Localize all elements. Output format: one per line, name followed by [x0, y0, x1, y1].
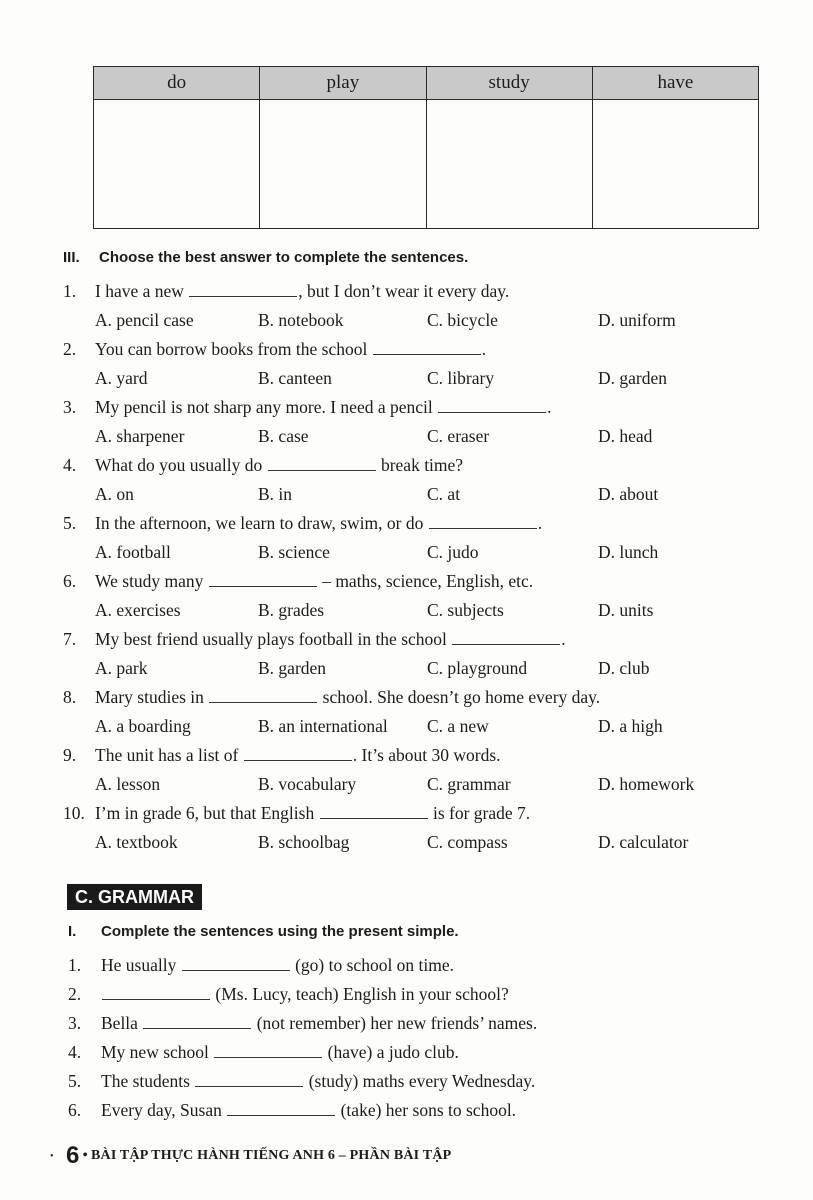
section-iii-heading	[63, 249, 468, 266]
question-text-before: Bella	[101, 1013, 138, 1033]
answer-cell-study	[426, 100, 592, 229]
option-a: A. football	[95, 542, 171, 562]
footer-bullet: •	[82, 1147, 88, 1164]
option-d: D. uniform	[598, 310, 676, 330]
option-a: A. a boarding	[95, 716, 191, 736]
question-text-after: .	[537, 513, 543, 533]
answer-blank	[102, 987, 210, 1000]
question-text-before: My new school	[101, 1042, 209, 1062]
answer-blank	[244, 748, 352, 761]
answer-options	[95, 542, 775, 564]
option-c: C. library	[427, 368, 495, 388]
answer-blank	[214, 1045, 322, 1058]
grammar-question	[68, 955, 454, 976]
question-text-after: . It’s about 30 words.	[352, 745, 501, 765]
option-a: A. park	[95, 658, 148, 678]
question-text-before: You can borrow books from the school	[95, 339, 368, 359]
option-a: A. on	[95, 484, 134, 504]
option-d: D. lunch	[598, 542, 659, 562]
question-text-before: The unit has a list of	[95, 745, 239, 765]
option-d: D. a high	[598, 716, 663, 736]
option-b: B. science	[258, 542, 330, 562]
answer-blank	[438, 400, 546, 413]
option-a: A. textbook	[95, 832, 178, 852]
book-title: BÀI TẬP THỰC HÀNH TIẾNG ANH 6 – PHẦN BÀI TẬP	[90, 1148, 452, 1163]
option-c: C. judo	[427, 542, 479, 562]
question-text-after: , but I don’t wear it every day.	[298, 281, 510, 301]
question-number: 10.	[63, 803, 85, 823]
question-text-after: school. She doesn’t go home every day.	[322, 687, 601, 707]
footer-mark: •	[50, 1150, 54, 1162]
question-text-before: In the afternoon, we learn to draw, swim, or do	[95, 513, 424, 533]
grammar-i-instruction: Complete the sentences using the present simple.	[101, 923, 459, 940]
grammar-question	[68, 984, 509, 1005]
option-a: A. exercises	[95, 600, 181, 620]
grammar-i-number: I.	[68, 923, 77, 940]
question-text-after: is for grade 7.	[432, 803, 531, 823]
option-d: D. club	[598, 658, 650, 678]
grammar-section-label: C. GRAMMAR	[67, 884, 202, 910]
question-number: 2.	[68, 984, 82, 1004]
question-text-before: I’m in grade 6, but that English	[95, 803, 315, 823]
question-number: 6.	[63, 571, 77, 591]
answer-blank	[452, 632, 560, 645]
question-text-before: I have a new	[95, 281, 184, 301]
question	[63, 455, 463, 476]
option-b: B. grades	[258, 600, 325, 620]
answer-options	[95, 310, 775, 332]
grammar-question	[68, 1100, 516, 1121]
question-text-before: What do you usually do	[95, 455, 263, 475]
column-header-study: study	[426, 67, 592, 100]
question-number: 5.	[63, 513, 77, 533]
page-number: 6	[66, 1142, 80, 1169]
question-number: 9.	[63, 745, 77, 765]
answer-options	[95, 716, 775, 738]
option-c: C. bicycle	[427, 310, 498, 330]
option-c: C. playground	[427, 658, 528, 678]
question-number: 3.	[68, 1013, 82, 1033]
question-number: 7.	[63, 629, 77, 649]
answer-options	[95, 774, 775, 796]
question-text-after: (take) her sons to school.	[340, 1100, 517, 1120]
answer-blank	[320, 806, 428, 819]
question-number: 3.	[63, 397, 77, 417]
answer-blank	[209, 574, 317, 587]
question-text-after: (Ms. Lucy, teach) English in your school?	[215, 984, 509, 1004]
option-a: A. lesson	[95, 774, 161, 794]
section-iii-number: III.	[63, 249, 80, 266]
question-number: 1.	[68, 955, 82, 975]
answer-blank	[373, 342, 481, 355]
grammar-question	[68, 1071, 535, 1092]
question	[63, 339, 486, 360]
option-a: A. pencil case	[95, 310, 194, 330]
answer-options	[95, 600, 775, 622]
grammar-question	[68, 1042, 459, 1063]
answer-blank	[429, 516, 537, 529]
option-b: B. vocabulary	[258, 774, 357, 794]
question-text-before: We study many	[95, 571, 204, 591]
option-c: C. subjects	[427, 600, 504, 620]
question-number: 1.	[63, 281, 77, 301]
answer-cell-play	[260, 100, 426, 229]
option-b: B. notebook	[258, 310, 344, 330]
option-d: D. units	[598, 600, 654, 620]
question-text-after: .	[547, 397, 552, 417]
option-b: B. case	[258, 426, 309, 446]
option-c: C. a new	[427, 716, 489, 736]
option-a: A. yard	[95, 368, 148, 388]
answer-blank	[195, 1074, 303, 1087]
question-text-after: break time?	[380, 455, 464, 475]
answer-options	[95, 368, 775, 390]
question-text-after: (not remember) her new friends’ names.	[256, 1013, 538, 1033]
answer-cell-have	[592, 100, 758, 229]
section-iii-instruction: Choose the best answer to complete the sentences.	[99, 249, 469, 266]
question-number: 6.	[68, 1100, 82, 1120]
grammar-i-heading	[68, 923, 459, 940]
question-number: 8.	[63, 687, 77, 707]
question-text-after: (have) a judo club.	[327, 1042, 459, 1062]
answer-cell-do	[94, 100, 260, 229]
answer-blank	[268, 458, 376, 471]
answer-blank	[189, 284, 297, 297]
answer-blank	[209, 690, 317, 703]
option-d: D. about	[598, 484, 659, 504]
question	[63, 513, 542, 534]
question-text-after: (go) to school on time.	[295, 955, 455, 975]
question-text-before: My best friend usually plays football in the school	[95, 629, 447, 649]
option-b: B. an international	[258, 716, 388, 736]
option-b: B. canteen	[258, 368, 332, 388]
option-c: C. compass	[427, 832, 508, 852]
question	[63, 687, 600, 708]
option-d: D. garden	[598, 368, 668, 388]
question-text-after: (study) maths every Wednesday.	[308, 1071, 536, 1091]
question	[63, 803, 530, 824]
grammar-question	[68, 1013, 537, 1034]
question-text-before: The students	[101, 1071, 190, 1091]
option-b: B. in	[258, 484, 293, 504]
option-d: D. homework	[598, 774, 695, 794]
question-text-before: My pencil is not sharp any more. I need a pencil	[95, 397, 433, 417]
question-number: 2.	[63, 339, 77, 359]
option-c: C. grammar	[427, 774, 511, 794]
table-header-row	[94, 67, 759, 100]
question-number: 4.	[68, 1042, 82, 1062]
question	[63, 745, 501, 766]
question-number: 5.	[68, 1071, 82, 1091]
answer-blank	[143, 1016, 251, 1029]
answer-options	[95, 426, 775, 448]
question-text-before: He usually	[101, 955, 177, 975]
option-c: C. at	[427, 484, 461, 504]
question	[63, 571, 533, 592]
vocabulary-table	[93, 66, 759, 229]
answer-options	[95, 832, 775, 854]
question	[63, 281, 509, 302]
column-header-have: have	[592, 67, 758, 100]
page-footer	[50, 1142, 451, 1172]
question-text-before: Every day, Susan	[101, 1100, 222, 1120]
question-number: 4.	[63, 455, 77, 475]
option-b: B. schoolbag	[258, 832, 350, 852]
answer-options	[95, 658, 775, 680]
option-a: A. sharpener	[95, 426, 185, 446]
answer-blank	[182, 958, 290, 971]
option-d: D. calculator	[598, 832, 689, 852]
table-answer-row	[94, 100, 759, 229]
question	[63, 629, 566, 650]
answer-options	[95, 484, 775, 506]
question	[63, 397, 552, 418]
column-header-play: play	[260, 67, 426, 100]
column-header-do: do	[94, 67, 260, 100]
question-text-after: .	[561, 629, 566, 649]
question-text-before: Mary studies in	[95, 687, 204, 707]
question-text-after: .	[481, 339, 487, 359]
option-c: C. eraser	[427, 426, 490, 446]
option-b: B. garden	[258, 658, 327, 678]
answer-blank	[227, 1103, 335, 1116]
option-d: D. head	[598, 426, 653, 446]
question-text-after: – maths, science, English, etc.	[322, 571, 534, 591]
